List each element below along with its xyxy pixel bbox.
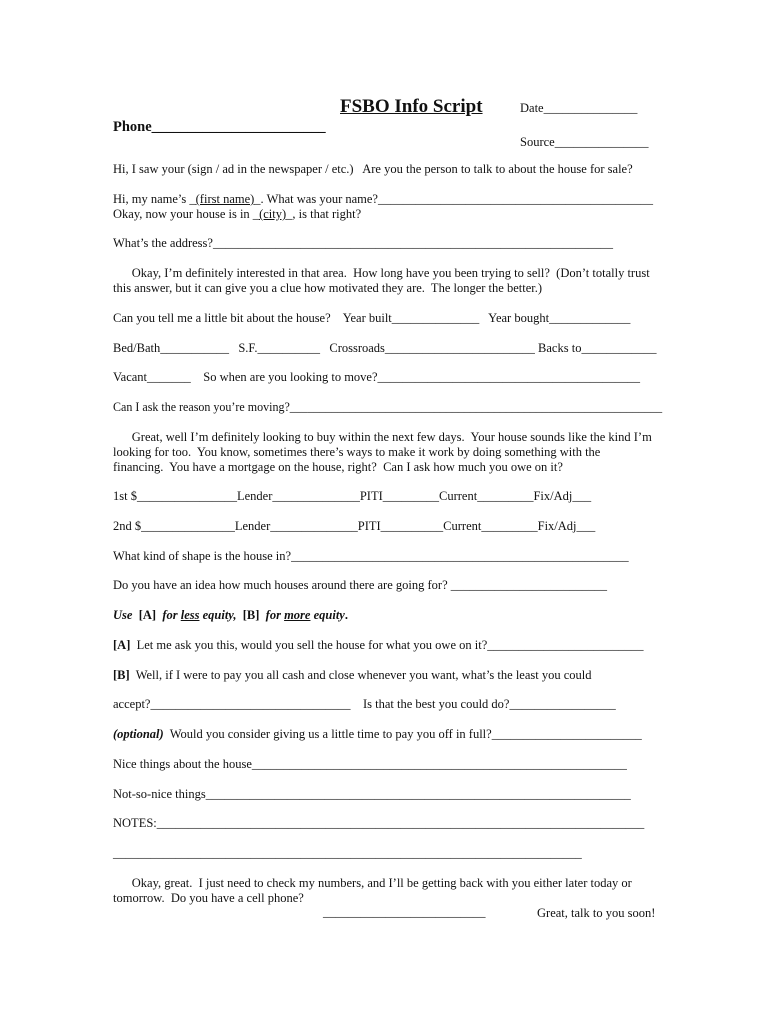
about-house-line[interactable]: Can you tell me a little bit about the house? Year built______________ Year bought_____________ [113,311,631,325]
source-label: Source [520,135,555,149]
not-so-nice-line[interactable]: Not-so-nice things____________________________________________________________________ [113,787,631,801]
phone-label: Phone [113,119,152,135]
shape-line[interactable]: What kind of shape is the house in?______________________________________________________ [113,549,629,563]
date-field[interactable] [520,101,637,116]
great-line-3: financing. You have a mortgage on the house, right? Can I ask how much you owe on it? [113,460,563,474]
first-mortgage-line[interactable]: 1st $________________Lender______________PITI_________Current_________Fix/Adj___ [113,489,592,503]
notes-extra-line[interactable]: ___________________________________________________________________________ [113,846,582,860]
page-title: FSBO Info Script [340,96,483,117]
interested-line-1: Okay, I’m definitely interested in that area. How long have you been trying to sell? (Don’t totally trust [113,266,650,280]
phone-field[interactable] [113,118,326,136]
nice-things-line[interactable]: Nice things about the house____________________________________________________________ [113,757,627,771]
cell-phone-blank[interactable]: __________________________ [323,905,486,919]
vacant-line[interactable]: Vacant_______ So when are you looking to move?__________________________________________ [113,370,641,384]
option-b-text: Well, if I were to pay you all cash and close whenever you want, what’s the least you could [129,668,592,682]
optional-text[interactable]: Would you consider giving us a little time to pay you off in full?________________________ [163,727,642,741]
name-prompt: Hi, my name’s _ [113,192,196,206]
second-mortgage-line[interactable]: 2nd $_______________Lender______________PITI__________Current_________Fix/Adj___ [113,519,596,533]
option-a-text[interactable]: Let me ask you this, would you sell the house for what you owe on it?_________________________ [130,638,644,652]
optional-line[interactable] [113,727,642,742]
accept-line[interactable]: accept?________________________________ Is that the best you could do?_________________ [113,697,616,711]
date-blank[interactable]: _______________ [543,101,638,115]
bed-bath-line[interactable]: Bed/Bath___________ S.F.__________ Crossroads________________________ Backs to____________ [113,341,657,355]
source-blank[interactable]: _______________ [554,135,649,149]
interested-line-2: this answer, but it can give you a clue how motivated they are. The longer the better.) [113,281,542,295]
closing-line-2: tomorrow. Do you have a cell phone? [113,891,304,905]
optional-tag: (optional) [113,727,164,741]
name-line[interactable] [113,192,653,207]
talk-soon-line: Great, talk to you soon! [537,906,656,920]
their-name-blank[interactable]: _. What was your name?____________________________________________ [254,192,653,206]
source-field[interactable] [520,135,648,150]
going-for-line[interactable]: Do you have an idea how much houses around there are going for? _________________________ [113,578,607,592]
reason-line[interactable]: Can I ask the reason you’re moving?______________________________________________________________ [113,400,663,414]
option-a-tag: [A] [113,638,131,652]
date-label: Date [520,101,544,115]
intro-line: Hi, I saw your (sign / ad in the newspaper / etc.) Are you the person to talk to about the house for sale? [113,162,633,176]
first-name-placeholder: (first name) [195,192,255,206]
option-b-line [113,668,592,683]
option-b-tag: [B] [113,668,130,682]
use-equity-line: Use [A] for less equity, [B] for more equity. [113,608,348,622]
notes-line[interactable]: NOTES:______________________________________________________________________________ [113,816,645,830]
great-line-2: looking for too. You know, sometimes there’s ways to make it work by doing something with the [113,445,601,459]
closing-line-1: Okay, great. I just need to check my numbers, and I’ll be getting back with you either later today or [113,876,632,890]
address-line[interactable]: What’s the address?________________________________________________________________ [113,236,613,250]
great-line-1: Great, well I’m definitely looking to buy within the next few days. Your house sounds like the kind I’m [113,430,652,444]
city-question: _, is that right? [286,207,362,221]
city-prompt: Okay, now your house is in _ [113,207,260,221]
city-line [113,207,361,222]
option-a-line[interactable] [113,638,644,653]
city-placeholder: (city) [259,207,287,221]
phone-blank[interactable]: ________________________ [151,119,326,135]
